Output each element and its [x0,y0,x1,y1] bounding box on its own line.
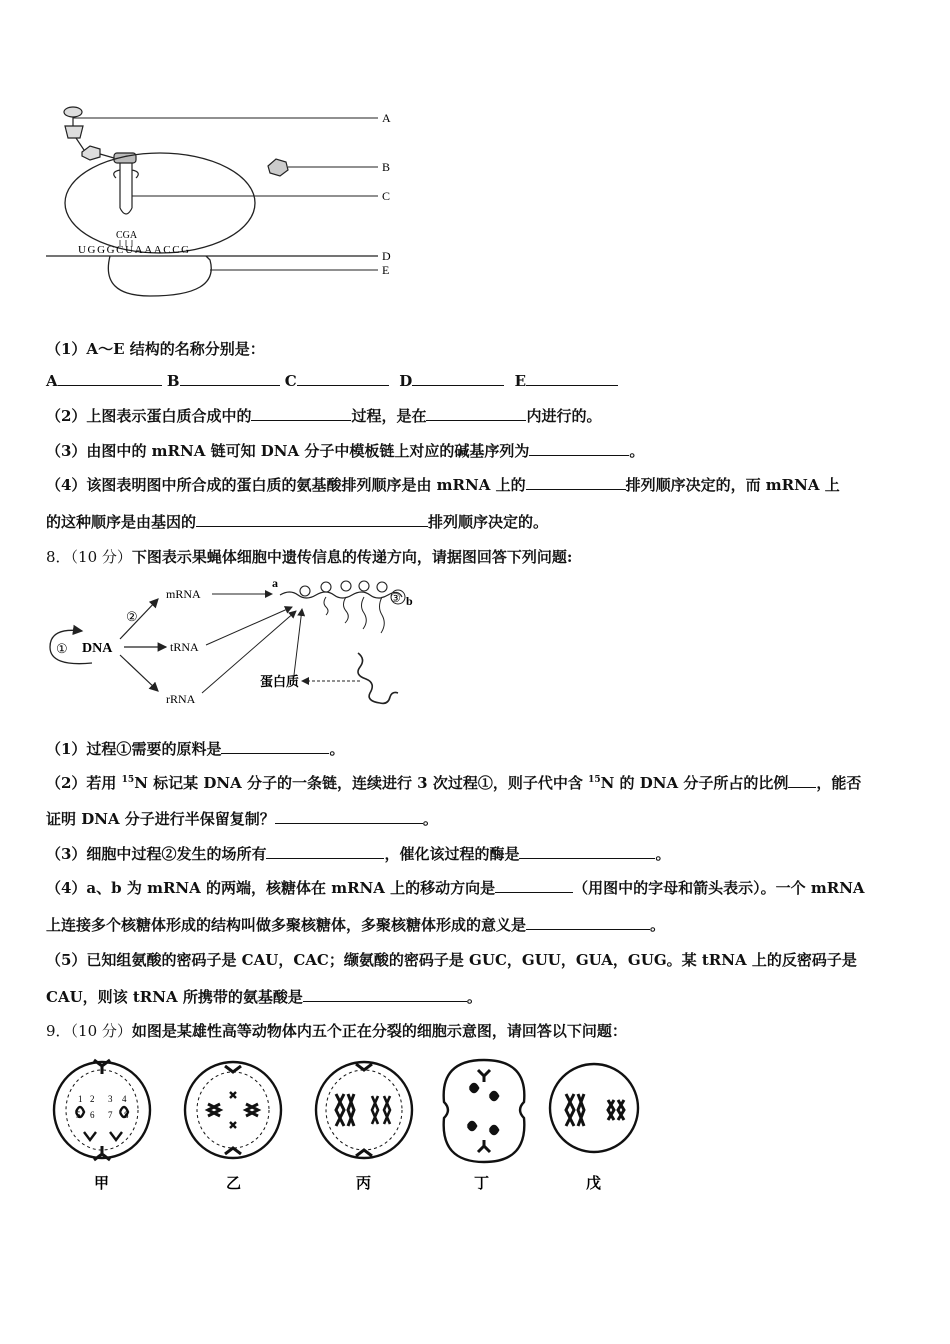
mrna-label: mRNA [166,587,201,601]
q7-part2: （2）上图表示蛋白质合成中的 过程，是在 内进行的。 [46,407,602,425]
end-a-label: a [272,576,278,590]
trna-label: tRNA [170,640,199,654]
ribosome-3 [341,581,351,591]
blank-q8-3a[interactable] [266,844,384,859]
q8-part5-cont: CAU，则该 tRNA 所携带的氨基酸是 。 [46,988,482,1006]
cell-ding [444,1060,525,1162]
blank-q8-4a[interactable] [495,878,573,893]
ribosome-large-subunit [65,153,255,253]
cell-bing [316,1062,412,1158]
blank-q7-3[interactable] [529,441,629,456]
label-c: C [382,189,391,203]
mrna-sequence: UGGGCUAAACCG [78,244,191,256]
jia-num-8: 8 [124,1110,129,1120]
free-amino-acid [268,159,288,176]
blank-q7-2a[interactable] [251,406,351,421]
dna-label: DNA [82,641,113,656]
jia-num-7: 7 [108,1110,113,1120]
cell-wu [550,1064,638,1152]
ribosome-1 [300,586,310,596]
trna [114,163,139,214]
anticodon: CGA [116,230,138,241]
q8-part4: （4）a、b 为 mRNA 的两端，核糖体在 mRNA 上的移动方向是 （用图中的字母和箭头表示）。一个 mRNA [46,879,865,897]
blank-q7-2b[interactable] [426,406,526,421]
q7-part1: （1）A～E 结构的名称分别是： [46,340,265,358]
ribosome-5 [377,582,387,592]
rrna-label: rRNA [166,692,196,706]
q9-header: 9．（10 分）如图是某雄性高等动物体内五个正在分裂的细胞示意图，请回答以下问题： [46,1022,627,1040]
end-b-label: b [406,594,413,608]
ribosome-2 [321,582,331,592]
q8-part4-cont: 上连接多个核糖体形成的结构叫做多聚核糖体，多聚核糖体形成的意义是 。 [46,916,666,934]
blank-c[interactable] [297,371,389,386]
protein-label: 蛋白质 [260,674,300,689]
jia-num-6: 6 [90,1110,95,1120]
q8-part3: （3）细胞中过程②发生的场所有 ，催化该过程的酶是 。 [46,845,671,863]
q7-part1-blanks: A B C D E [46,371,618,390]
q8-part2: （2）若用 $^{15}$N 标记某 DNA 分子的一条链，连续进行 3 次过程①，则子代中含 $^{15}$N 的 DNA 分子所占的比例 ，能否 [46,774,862,792]
label-a: A [382,111,391,125]
cell-division-diagram [50,1052,660,1202]
blank-q8-2a[interactable] [788,773,816,788]
q7-part4-cont: 的这种顺序是由基因的 排列顺序决定的。 [46,513,549,531]
ribosome-4 [359,581,369,591]
blank-q7-4a[interactable] [526,475,626,490]
cell-label-jia: 甲 [94,1176,110,1192]
blank-a[interactable] [58,371,162,386]
q8-part5: （5）已知组氨酸的密码子是 CAU，CAC；缬氨酸的密码子是 GUC，GUU，GUA，GUG。某 tRNA 上的反密码子是 [46,951,857,969]
q8-part1: （1）过程①需要的原料是 。 [46,740,345,758]
blank-q8-3b[interactable] [519,844,655,859]
blank-d[interactable] [412,371,504,386]
blank-q8-2b[interactable] [275,809,423,824]
jia-num-1: 1 [78,1094,83,1104]
q8-part2-cont: 证明 DNA 分子进行半保留复制？ 。 [46,810,438,828]
process-3-label: ③ [390,591,401,605]
cell-jia [54,1060,150,1160]
label-b: B [382,160,391,174]
info-flow-diagram [40,575,430,715]
blank-q8-5[interactable] [303,987,467,1002]
protein-chain [358,653,398,703]
jia-num-4: 4 [122,1094,127,1104]
blank-q7-4b[interactable] [196,512,428,527]
process-1-label: ① [56,641,68,656]
q7-part3: （3）由图中的 mRNA 链可知 DNA 分子中模板链上对应的碱基序列为 。 [46,442,645,460]
cell-label-yi: 乙 [226,1176,242,1192]
q7-part4: （4）该图表明图中所合成的蛋白质的氨基酸排列顺序是由 mRNA 上的 排列顺序决定的，而 mRNA 上 [46,476,840,494]
blank-e[interactable] [526,371,618,386]
q8-header: 8．（10 分）下图表示果蝇体细胞中遗传信息的传递方向，请据图回答下列问题: [46,548,573,566]
ribosome-small-subunit [108,256,211,296]
jia-num-2: 2 [90,1094,95,1104]
label-d: D [382,249,391,263]
amino-acid-3 [82,146,100,160]
process-2-label: ② [126,609,138,624]
cell-label-bing: 丙 [356,1176,372,1192]
blank-q8-1[interactable] [221,739,329,754]
cell-label-wu: 戊 [586,1176,602,1192]
amino-acid-2 [65,126,83,138]
polysome-mrna [280,592,402,598]
blank-q8-4b[interactable] [526,915,650,930]
jia-num-3: 3 [108,1094,113,1104]
cell-yi [185,1062,281,1158]
translation-diagram [40,100,410,300]
blank-b[interactable] [180,371,280,386]
jia-num-5: 5 [76,1110,81,1120]
cell-label-ding: 丁 [474,1176,490,1192]
amino-acid-1 [64,107,82,117]
label-e: E [382,263,390,277]
